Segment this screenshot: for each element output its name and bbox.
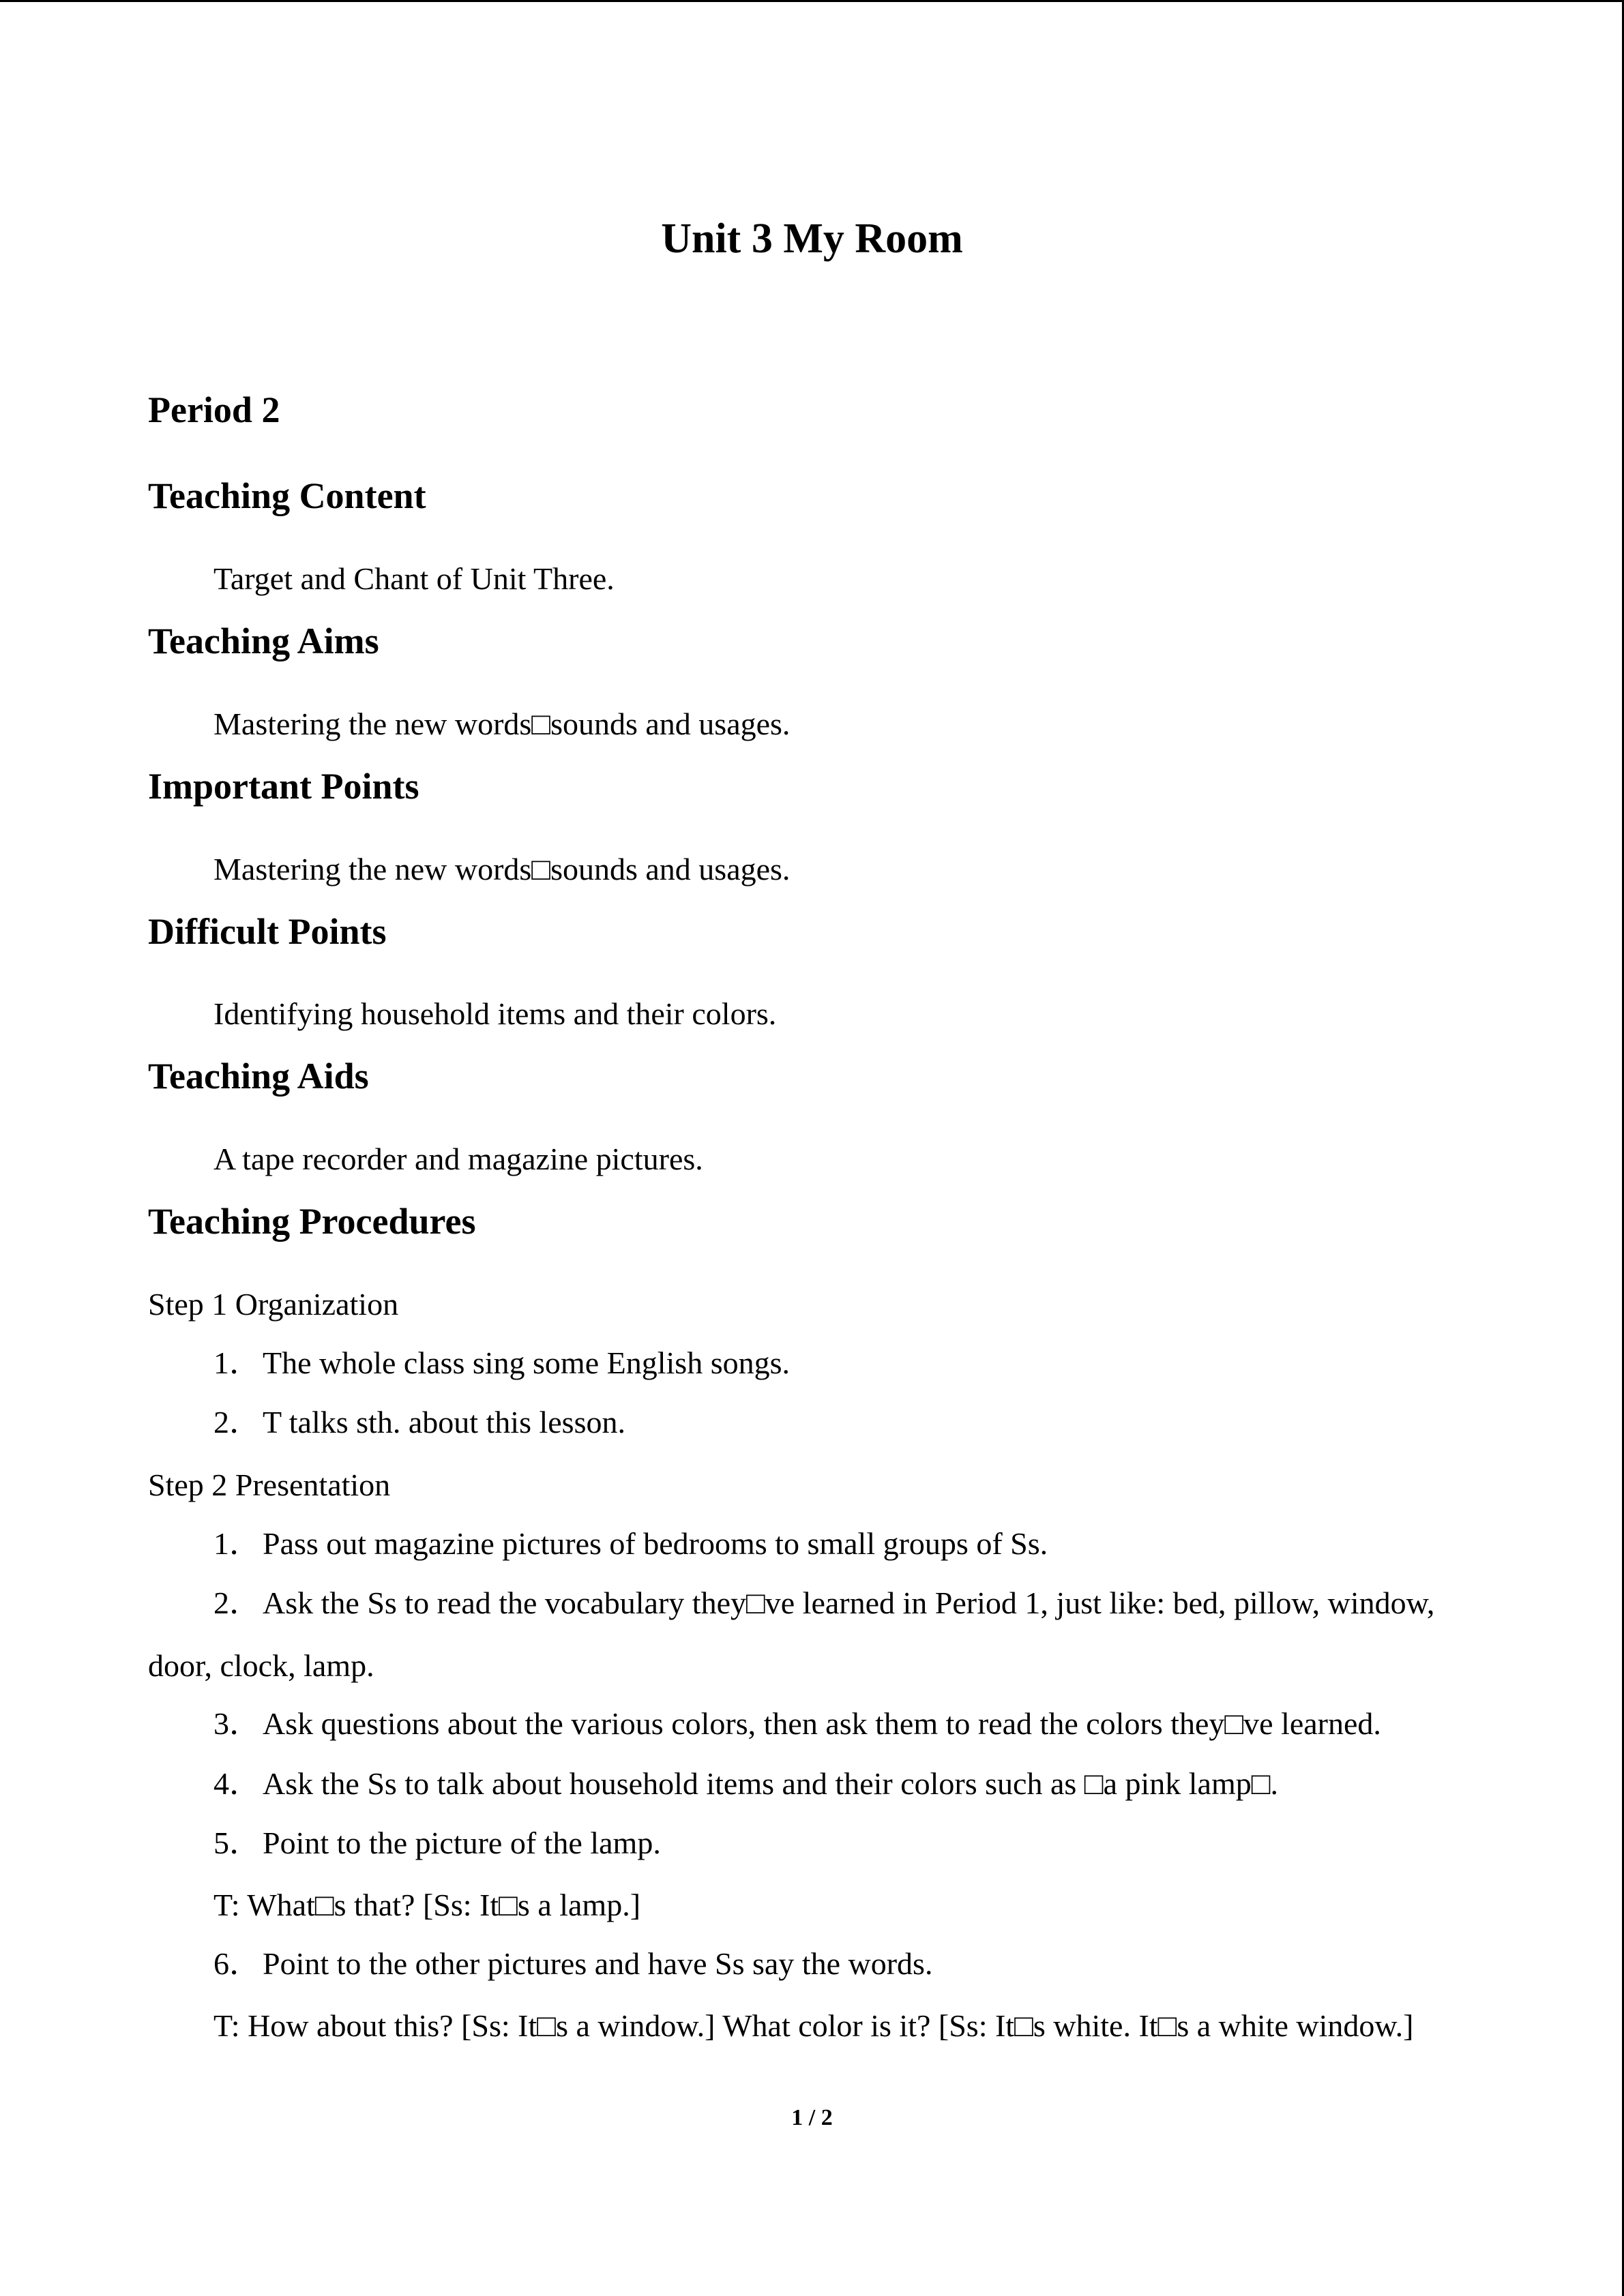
item-text: Ask questions about the various colors, then ask them to read the colors they□ve learned. — [263, 1706, 1381, 1741]
teaching-aids-heading: Teaching Aids — [148, 1056, 369, 1097]
document-title: Unit 3 My Room — [661, 215, 963, 262]
item-text: Point to the picture of the lamp. — [263, 1825, 661, 1860]
item-number: 4． — [213, 1766, 261, 1801]
item-number: 2． — [213, 1405, 261, 1440]
list-item — [213, 1823, 661, 1864]
difficult-points-text: Identifying household items and their colors. — [213, 996, 777, 1031]
item-number: 1． — [213, 1526, 261, 1561]
dialog-line: T: What□s that? [Ss: It□s a lamp.] — [213, 1888, 641, 1922]
teaching-aims-heading: Teaching Aims — [148, 621, 379, 661]
dialog-line: T: How about this? [Ss: It□s a window.] What color is it? [Ss: It□s white. It□s a white window.] — [213, 2008, 1414, 2043]
list-item — [213, 1583, 1434, 1624]
list-item — [213, 1943, 932, 1984]
difficult-points-heading: Difficult Points — [148, 911, 387, 952]
list-item — [213, 1523, 1048, 1564]
important-points-text: Mastering the new words□sounds and usages. — [213, 852, 791, 886]
item-text: The whole class sing some English songs. — [263, 1345, 790, 1380]
item-number: 6． — [213, 1946, 261, 1981]
teaching-aims-text: Mastering the new words□sounds and usages. — [213, 706, 791, 741]
page-border-top — [0, 0, 1624, 2]
item-number: 3． — [213, 1706, 261, 1741]
page-number: 1 / 2 — [791, 2105, 833, 2130]
item-text: Pass out magazine pictures of bedrooms to small groups of Ss. — [263, 1526, 1048, 1561]
item-number: 2． — [213, 1585, 261, 1620]
step-1-label: Step 1 Organization — [148, 1287, 399, 1322]
item-number: 5． — [213, 1825, 261, 1860]
teaching-aids-text: A tape recorder and magazine pictures. — [213, 1142, 703, 1176]
important-points-heading: Important Points — [148, 766, 419, 807]
period-heading: Period 2 — [148, 389, 280, 430]
teaching-content-heading: Teaching Content — [148, 475, 426, 516]
item-continuation: door, clock, lamp. — [148, 1648, 374, 1683]
list-item — [213, 1703, 1381, 1744]
list-item — [213, 1763, 1278, 1804]
step-2-label: Step 2 Presentation — [148, 1467, 391, 1502]
item-text: Ask the Ss to read the vocabulary they□ve learned in Period 1, just like: bed, pillow, window, — [263, 1585, 1435, 1620]
list-item — [213, 1343, 790, 1384]
item-text: Point to the other pictures and have Ss say the words. — [263, 1946, 933, 1981]
item-text: T talks sth. about this lesson. — [263, 1405, 625, 1440]
list-item — [213, 1402, 625, 1443]
item-text: Ask the Ss to talk about household items and their colors such as □a pink lamp□. — [263, 1766, 1279, 1801]
item-number: 1． — [213, 1345, 261, 1380]
teaching-content-text: Target and Chant of Unit Three. — [213, 561, 615, 596]
teaching-procedures-heading: Teaching Procedures — [148, 1201, 476, 1242]
